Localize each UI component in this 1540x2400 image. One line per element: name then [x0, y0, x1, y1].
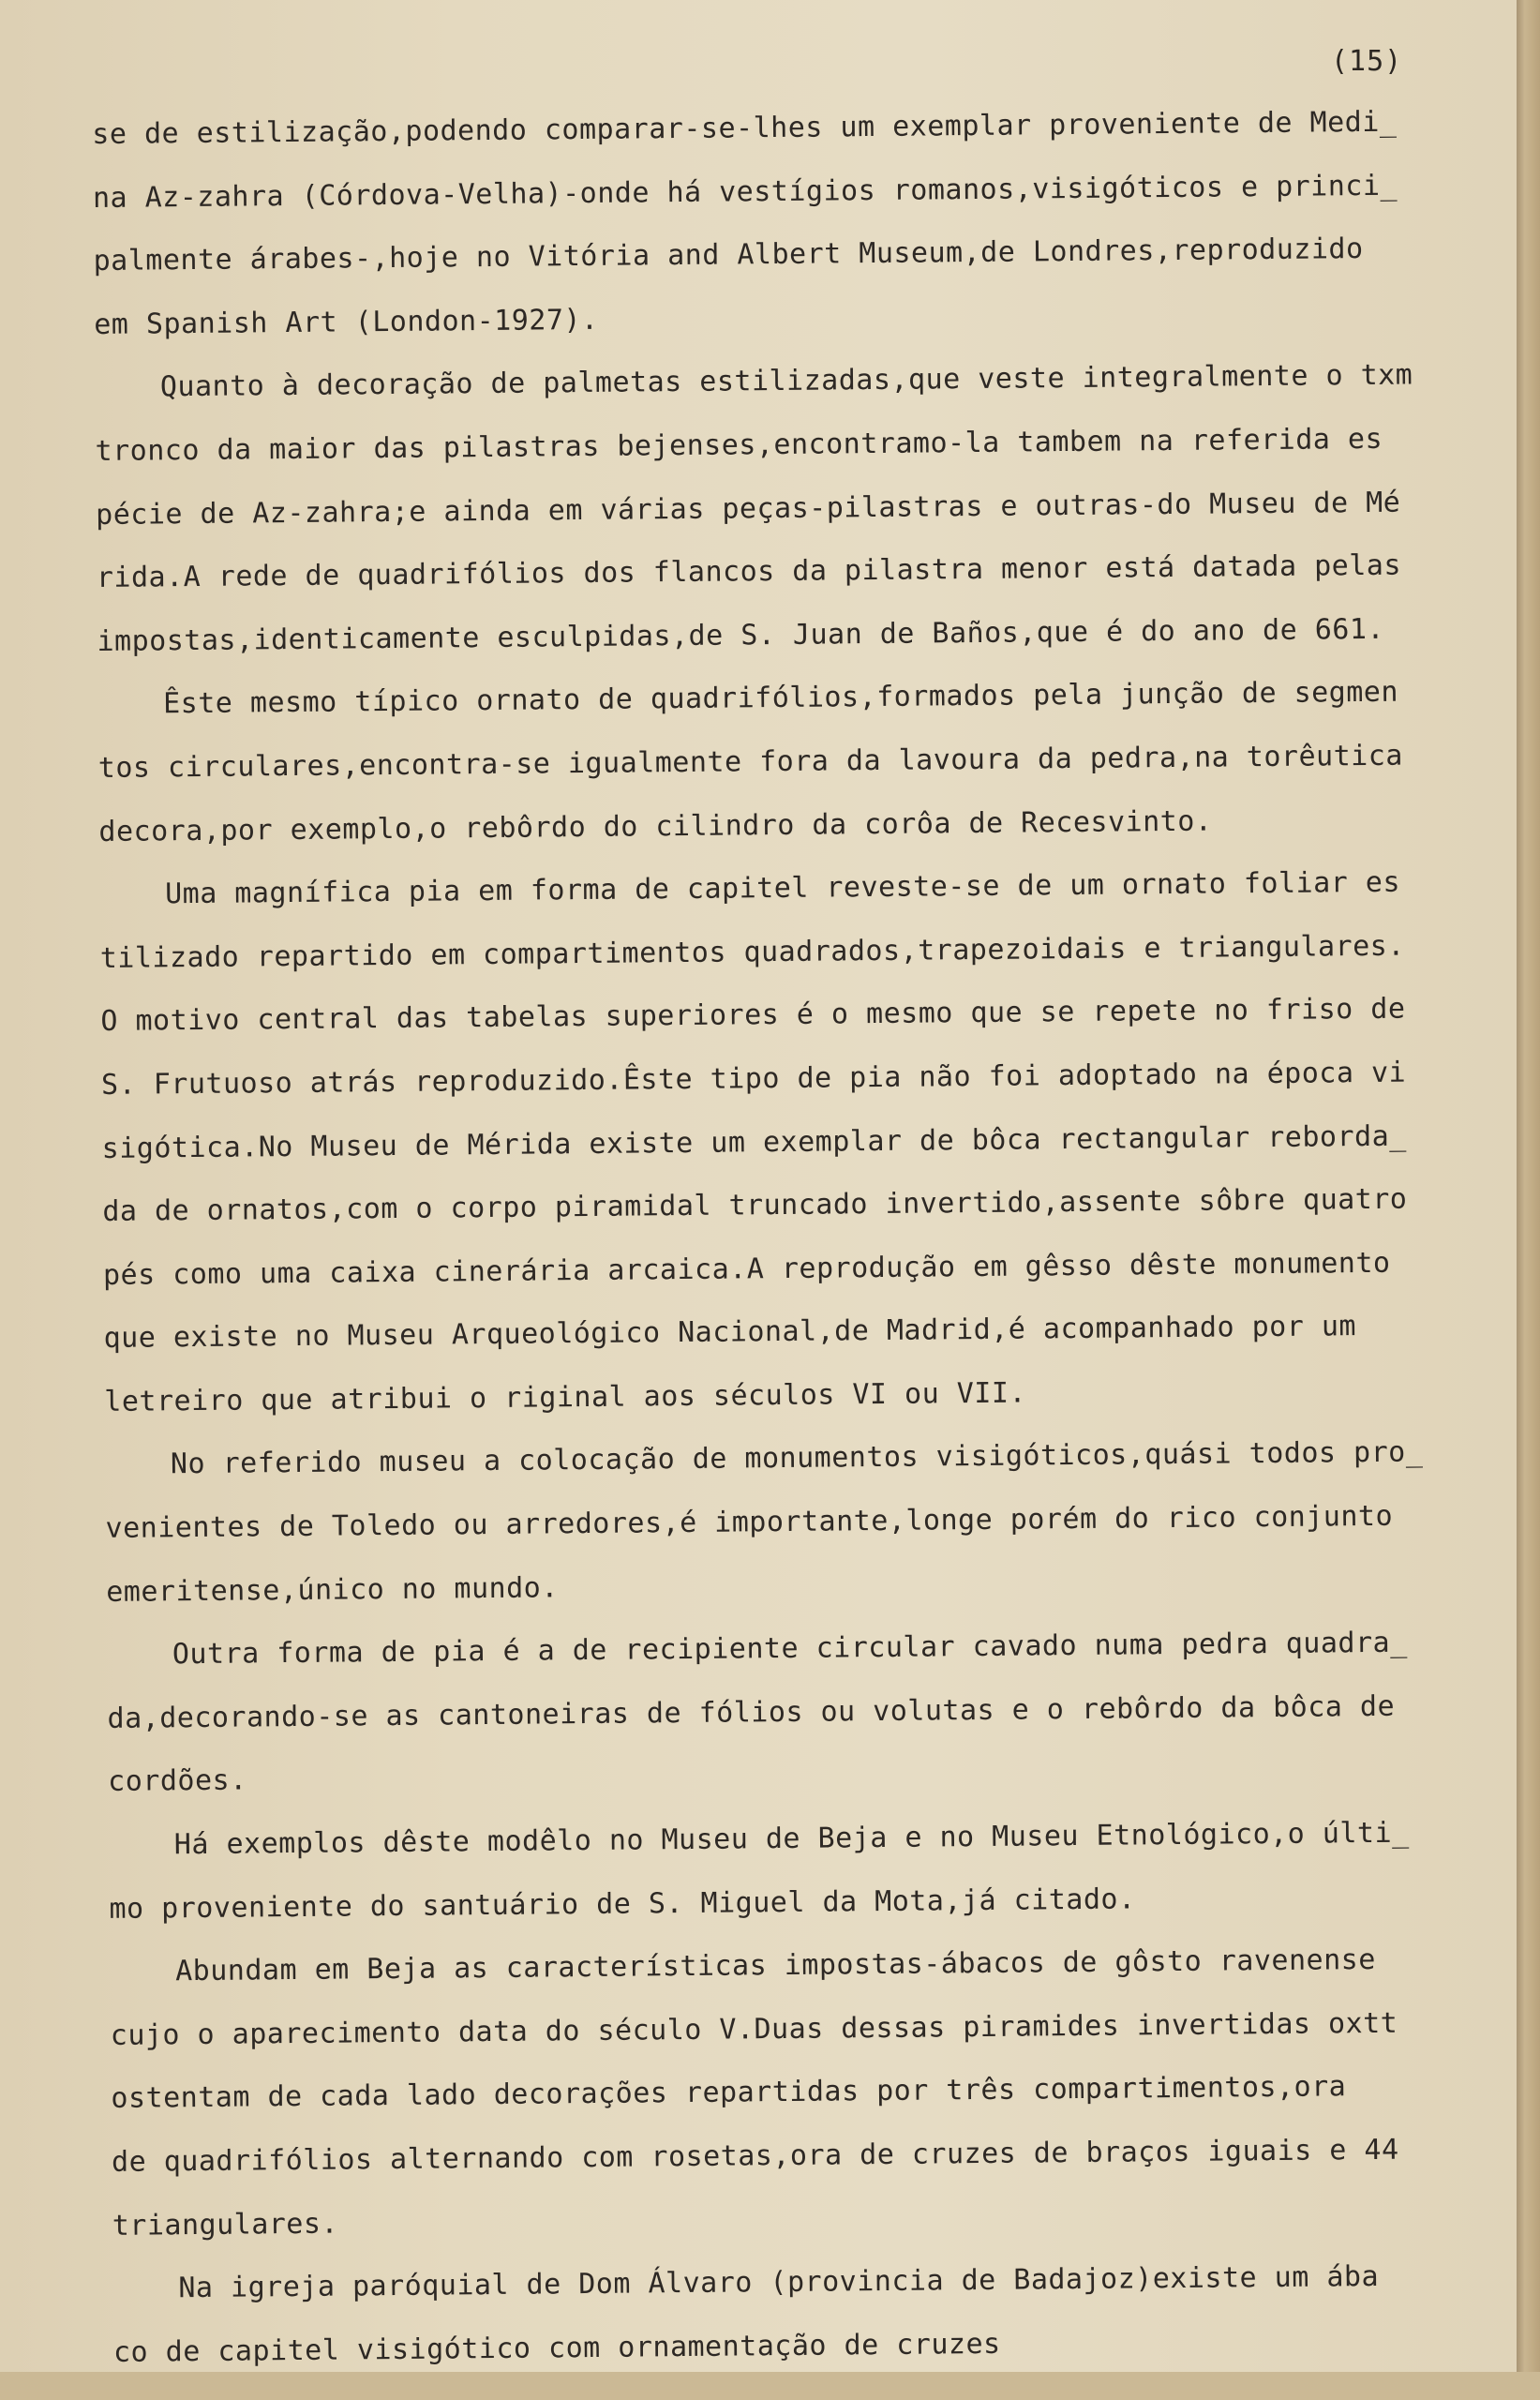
text-line: tos circulares,encontra-se igualmente fora da lavoura da pedra,na torêutica	[97, 739, 1404, 785]
text-line: decora,por exemplo,o rebôrdo do cilindro da corôa de Recesvinto.	[98, 804, 1213, 848]
text-line: em Spanish Art (London-1927).	[94, 303, 599, 341]
text-line: pécie de Az-zahra;e ainda em várias peças-pilastras e outras-do Museu de Mé	[96, 486, 1401, 532]
text-line: tronco da maior das pilastras bejenses,encontramo-la tambem na referida es	[95, 422, 1383, 468]
text-line: Êste mesmo típico ornato de quadrifólios,formados pela junção de segmen	[162, 675, 1399, 721]
text-line: mo proveniente do santuário de S. Miguel da Mota,já citado.	[109, 1882, 1136, 1926]
text-line: ostentam de cada lado decorações repartidas por três compartimentos,ora	[111, 2070, 1347, 2116]
text-line: rida.A rede de quadrifólios dos flancos da pilastra menor está datada pelas	[96, 548, 1402, 595]
text-line: pés como uma caixa cinerária arcaica.A reprodução em gêsso dêste monumento	[102, 1246, 1391, 1292]
text-line: Na igreja paróquial de Dom Álvaro (provincia de Badajoz)existe um ába	[178, 2260, 1380, 2305]
text-line: impostas,identicamente esculpidas,de S. Juan de Baños,que é do ano de 661.	[97, 612, 1385, 658]
text-line: se de estilização,podendo comparar-se-lhes um exemplar proveniente de Medi_	[92, 105, 1398, 151]
text-line: da de ornatos,com o corpo piramidal truncado invertido,assente sôbre quatro	[102, 1182, 1408, 1229]
text-line: co de capitel visigótico com ornamentação de cruzes	[112, 2327, 1001, 2369]
text-line: que existe no Museu Arqueológico Nacional,de Madrid,é acompanhado por um	[103, 1310, 1357, 1356]
text-line: No referido museu a colocação de monumentos visigóticos,quási todos pro_	[170, 1435, 1424, 1481]
text-line: cordões.	[108, 1763, 247, 1799]
text-line: Há exemplos dêste modêlo no Museu de Beja e no Museu Etnológico,o últi_	[173, 1816, 1410, 1862]
page-number: (15)	[1331, 45, 1403, 78]
text-line: letreiro que atribui o riginal aos séculos VI ou VII.	[104, 1376, 1027, 1418]
text-line: tilizado repartido em compartimentos quadrados,trapezoidais e triangulares.	[99, 929, 1405, 975]
text-line: Outra forma de pia é a de recipiente circular cavado numa pedra quadra_	[172, 1626, 1408, 1672]
text-line: da,decorando-se as cantoneiras de fólios ou volutas e o rebôrdo da bôca de	[107, 1689, 1396, 1735]
text-line: de quadrifólios alternando com rosetas,ora de cruzes de braços iguais e 44	[111, 2133, 1399, 2179]
text-line: palmente árabes-,hoje no Vitória and Albert Museum,de Londres,reproduzido	[93, 232, 1364, 278]
text-line: cujo o aparecimento data do século V.Duas dessas piramides invertidas oxtt	[110, 2006, 1398, 2052]
text-line: venientes de Toledo ou arredores,é importante,longe porém do rico conjunto	[105, 1499, 1394, 1545]
text-line: sigótica.No Museu de Mérida existe um exemplar de bôca rectangular reborda_	[101, 1119, 1407, 1165]
text-line: Uma magnífica pia em forma de capitel reveste-se de um ornato foliar es	[164, 865, 1401, 911]
text-line: O motivo central das tabelas superiores é o mesmo que se repete no friso de	[100, 992, 1406, 1039]
text-line: Abundam em Beja as características impostas-ábacos de gôsto ravenense	[174, 1943, 1376, 1988]
text-line: na Az-zahra (Córdova-Velha)-onde há vestígios romanos,visigóticos e princi_	[92, 169, 1398, 215]
text-line: Quanto à decoração de palmetas estilizadas,que veste integralmente o txm	[159, 358, 1413, 404]
typewritten-text	[92, 89, 1533, 2384]
text-line: triangulares.	[112, 2207, 339, 2242]
text-line: S. Frutuoso atrás reproduzido.Êste tipo de pia não foi adoptado na época vi	[100, 1056, 1407, 1102]
text-line: emeritense,único no mundo.	[106, 1570, 560, 1609]
